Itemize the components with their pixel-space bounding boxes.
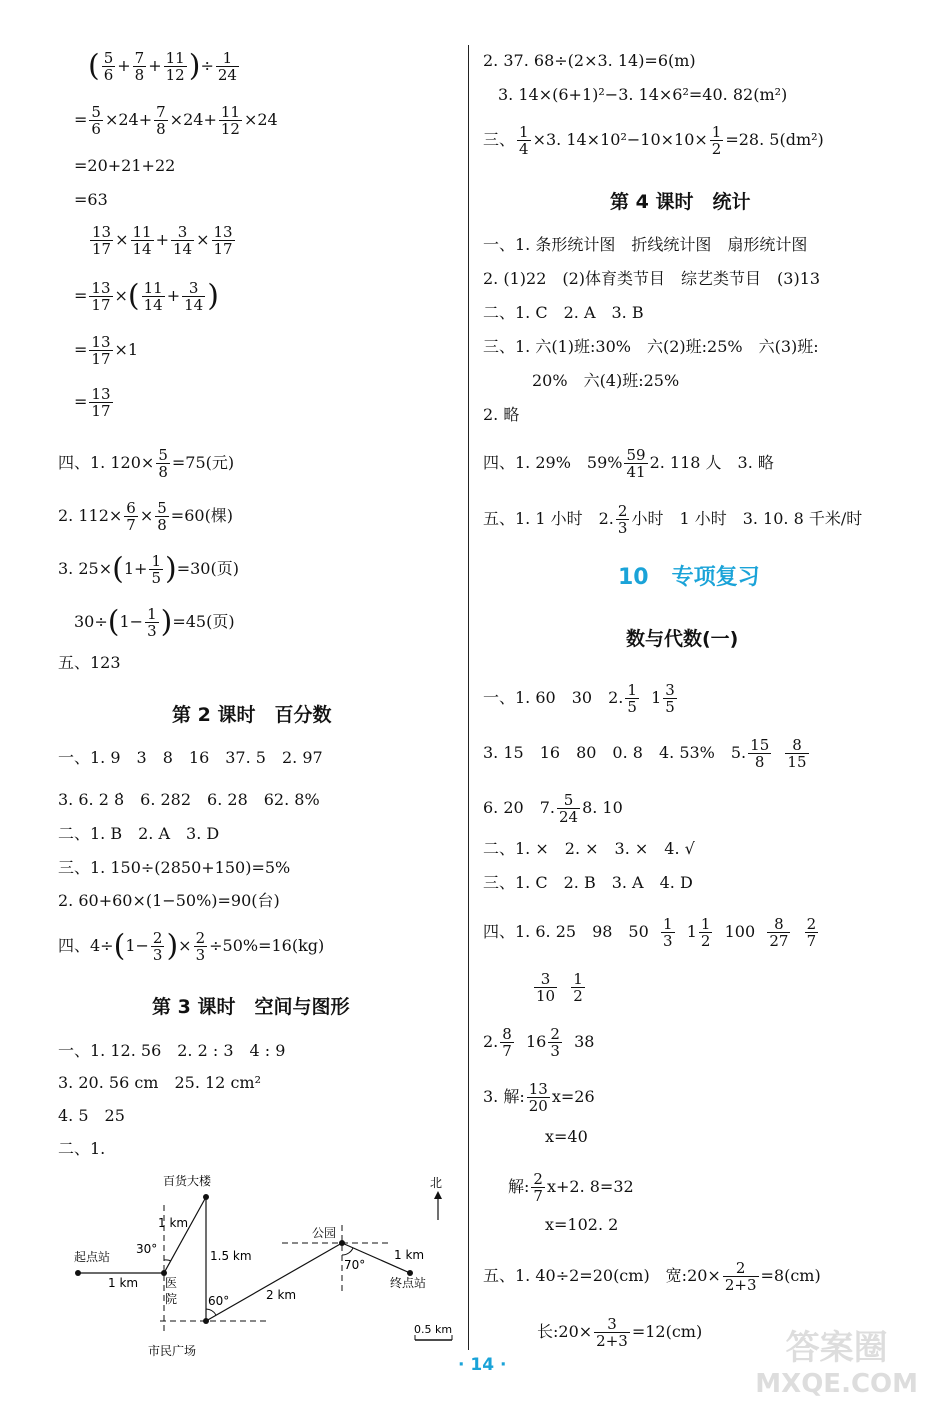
label-park: 公园 (312, 1226, 337, 1240)
point-dept (203, 1194, 209, 1200)
review-line-7: $\frac{3}{10}$ $\frac{1}{2}$ (536, 970, 583, 1005)
point-plaza (203, 1318, 209, 1324)
expr-line-5: $\frac{13}{17}$ × $\frac{11}{14}$ + $\frac{3}{14}$ × $\frac{13}{17}$ (92, 223, 233, 258)
point-start (75, 1270, 81, 1276)
r-line-2: 3. 14×(6+1)²−3. 14×6²=40. 82(m²) (498, 85, 788, 104)
route-map (60, 1165, 460, 1358)
column-divider (468, 45, 469, 1350)
review-line-2: 3. 15 16 80 0. 8 4. 53% 5. $\frac{15}{8}$ $\frac{8}{15}$ (483, 736, 807, 771)
lesson2-line-5: 2. 60+60×(1−50%)=90(台) (58, 891, 280, 910)
lesson4-line-7: 四、1. 29% 59% $\frac{59}{41}$ 2. 118 人 3. 略 (483, 446, 774, 481)
lesson3-line-4: 二、1. (58, 1139, 106, 1158)
label-d15: 1.5 km (210, 1249, 252, 1263)
review-line-14: 长:20× $\frac{3}{2+3}$ =12(cm) (537, 1315, 703, 1350)
label-hospital-1: 医 (165, 1276, 178, 1290)
lesson4-line-1: 一、1. 条形统计图 折线统计图 扇形统计图 (483, 235, 808, 254)
lesson4-line-3: 二、1. C 2. A 3. B (483, 303, 644, 322)
expr-line-6: = $\frac{13}{17}$ ×( $\frac{11}{14}$ + $\frac{3}{14}$ ) (74, 278, 219, 314)
lesson2-line-4: 三、1. 150÷(2850+150)=5% (58, 858, 291, 877)
expr-line-7: = $\frac{13}{17}$ ×1 (74, 333, 139, 368)
review-line-9: 3. 解: $\frac{13}{20}$ x=26 (483, 1080, 595, 1115)
review-line-8: 2. $\frac{8}{7}$ 16 $\frac{2}{3}$ 38 (483, 1025, 595, 1060)
r-line-3: 三、 $\frac{1}{4}$ ×3. 14×10²−10×10× $\frac{1}{2}$ =28. 5(dm²) (483, 123, 824, 158)
review-line-11: 解: $\frac{2}{7}$ x+2. 8=32 (508, 1170, 634, 1205)
expr-line-4: =63 (74, 190, 108, 209)
label-d1: 1 km (108, 1276, 139, 1290)
label-plaza: 市民广场 (148, 1344, 197, 1358)
lesson4-line-8: 五、1. 1 小时 2. $\frac{2}{3}$ 小时 1 小时 3. 10. 8 千米/时 (483, 502, 863, 537)
heading-lesson-2: 第 2 课时 百分数 (172, 704, 332, 726)
label-d2: 2 km (266, 1288, 297, 1302)
label-a70: 70° (344, 1258, 366, 1272)
heading-unit-10: 10 专项复习 (618, 565, 760, 590)
lesson3-line-1: 一、1. 12. 56 2. 2 : 3 4 : 9 (58, 1041, 286, 1060)
lesson2-line-6: 四、4÷(1− $\frac{2}{3}$ )× $\frac{2}{3}$ ÷50%=16(kg) (58, 928, 325, 964)
answer-4-2: 2. 112× $\frac{6}{7}$ × $\frac{5}{8}$ =60(棵) (58, 499, 234, 534)
lesson4-line-2: 2. (1)22 (2)体育类节目 综艺类节目 (3)13 (483, 269, 821, 288)
label-end: 终点站 (390, 1276, 427, 1290)
review-line-12: x=102. 2 (545, 1215, 619, 1234)
expr-line-1: ( $\frac{5}{6}$ + $\frac{7}{8}$ + $\frac{11}{12}$ )÷ $\frac{1}{24}$ (88, 48, 237, 84)
label-north: 北 (430, 1176, 443, 1190)
lesson2-line-2: 3. 6. 2 8̇ 6. 282 6. 28 62. 8% (58, 790, 320, 809)
page-number: · 14 · (458, 1355, 507, 1375)
point-park (339, 1240, 345, 1246)
heading-lesson-4: 第 4 课时 统计 (610, 191, 751, 213)
lesson3-line-2: 3. 20. 56 cm 25. 12 cm² (58, 1073, 261, 1092)
lesson4-line-5: 20% 六(4)班:25% (532, 371, 680, 390)
watermark: 答案圈 MXQE.COM (755, 1328, 918, 1399)
lesson2-line-3: 二、1. B 2. A 3. D (58, 824, 220, 843)
lesson2-line-1: 一、1. 9 3 8 16 37. 5 2. 97 (58, 748, 323, 767)
review-line-4: 二、1. × 2. × 3. × 4. √ (483, 839, 695, 858)
label-a60: 60° (208, 1294, 230, 1308)
label-start: 起点站 (74, 1250, 111, 1264)
lesson4-line-4: 三、1. 六(1)班:30% 六(2)班:25% 六(3)班: (483, 337, 819, 356)
answer-4-3b: 30÷(1− $\frac{1}{3}$ )=45(页) (74, 604, 235, 640)
label-hospital-2: 院 (165, 1292, 178, 1306)
review-line-5: 三、1. C 2. B 3. A 4. D (483, 873, 693, 892)
lesson4-line-6: 2. 略 (483, 405, 520, 424)
expr-line-2: = $\frac{5}{6}$ ×24+ $\frac{7}{8}$ ×24+ $\frac{11}{12}$ ×24 (74, 103, 278, 138)
label-d3: 1 km (394, 1248, 425, 1262)
north-arrow-icon (434, 1191, 442, 1199)
answer-4-3: 3. 25×(1+ $\frac{1}{5}$ )=30(页) (58, 551, 239, 587)
heading-number-algebra: 数与代数(一) (626, 628, 739, 650)
lesson3-line-3: 4. 5 25 (58, 1106, 125, 1125)
r-line-1: 2. 37. 68÷(2×3. 14)=6(m) (483, 51, 696, 70)
route-segment (164, 1197, 206, 1273)
answer-5: 五、123 (58, 653, 121, 672)
label-scale: 0.5 km (414, 1323, 453, 1336)
review-line-6: 四、1. 6. 25 98 50 $\frac{1}{3}$ 1 $\frac{1}{2}$ 100 $\frac{8}{27}$ $\frac{2}{7}$ (483, 915, 817, 950)
label-d1b: 1 km (158, 1216, 189, 1230)
heading-lesson-3: 第 3 课时 空间与图形 (152, 996, 350, 1018)
expr-line-3: =20+21+22 (74, 156, 176, 175)
label-a30: 30° (136, 1242, 158, 1256)
review-line-1: 一、1. 60 30 2. $\frac{1}{5}$ 1 $\frac{3}{5}$ (483, 681, 675, 716)
review-line-3: 6. 20 7. $\frac{5}{24}$ 8. 10 (483, 791, 623, 826)
review-line-13: 五、1. 40÷2=20(cm) 宽:20× $\frac{2}{2+3}$ =8(cm) (483, 1259, 821, 1294)
review-line-10: x=40 (545, 1127, 588, 1146)
label-dept: 百货大楼 (163, 1174, 212, 1188)
answer-4-1: 四、1. 120× $\frac{5}{8}$ =75(元) (58, 446, 235, 481)
expr-line-8: = $\frac{13}{17}$ (74, 385, 111, 420)
